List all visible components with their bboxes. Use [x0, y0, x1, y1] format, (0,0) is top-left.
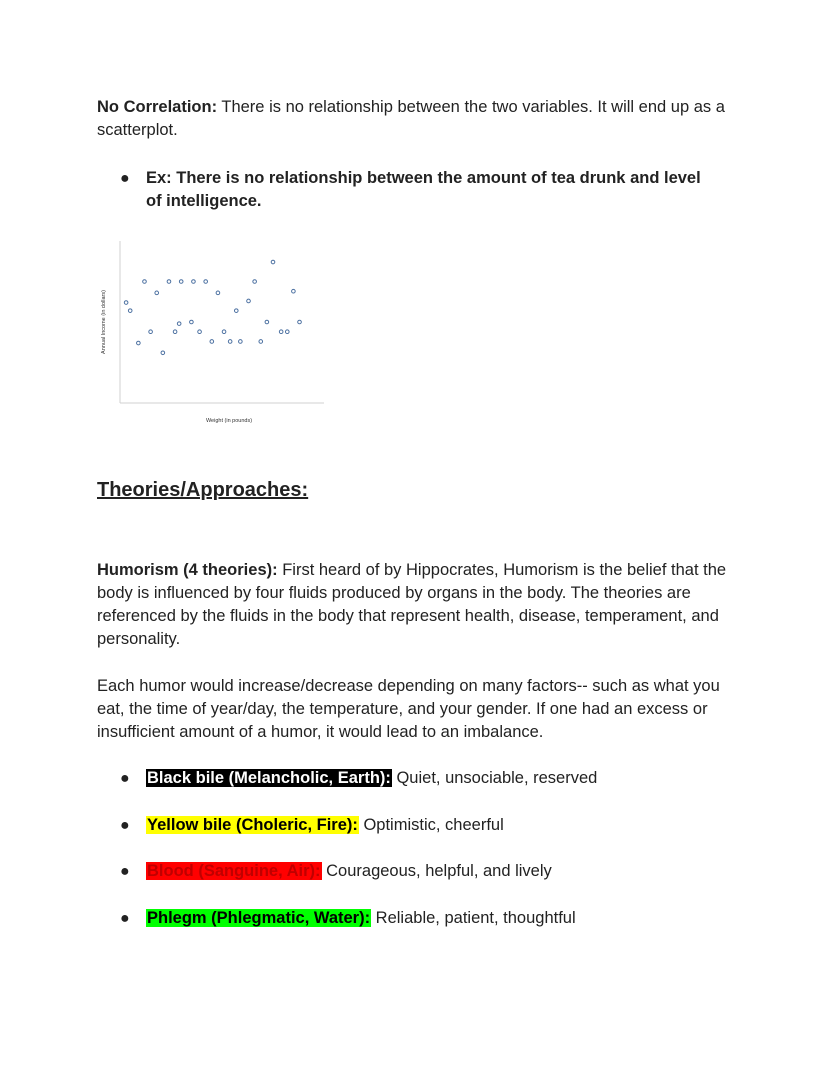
scatter-point — [204, 280, 208, 284]
scatter-point — [177, 322, 181, 326]
humor-desc: Quiet, unsociable, reserved — [391, 769, 598, 787]
scatter-chart — [95, 236, 335, 428]
scatter-point — [128, 309, 132, 313]
scatter-point — [234, 309, 238, 313]
scatter-point — [167, 280, 171, 284]
scatter-point — [155, 291, 159, 295]
scatter-points — [124, 260, 301, 354]
bullet-dot: ● — [120, 770, 130, 787]
scatter-point — [149, 330, 153, 334]
scatter-point — [228, 340, 232, 344]
scatter-point — [190, 320, 194, 324]
bullet-dot: ● — [120, 170, 130, 187]
y-axis-label: Annual Income (in dollars) — [101, 290, 107, 354]
scatter-point — [210, 340, 214, 344]
scatter-point — [265, 320, 269, 324]
scatter-point — [285, 330, 289, 334]
x-axis-label: Weight (in pounds) — [205, 418, 253, 424]
humor-paragraph: Each humor would increase/decrease depending on many factors-- such as what you eat, the time of year/day, the temperature, and your gender. If one had an excess or insufficient amount of a humor, it would lead to an imbalance. — [97, 677, 720, 741]
humorism-term: Humorism (4 theories): — [97, 561, 278, 579]
bullet-dot: ● — [120, 910, 130, 927]
scatter-point — [271, 260, 275, 264]
scatter-point — [253, 280, 257, 284]
no-correlation-term: No Correlation: — [97, 98, 218, 116]
humor-label: Black bile (Melancholic, Earth): — [147, 769, 391, 787]
humor-label: Phlegm (Phlegmatic, Water): — [147, 909, 371, 927]
scatter-point — [161, 351, 165, 355]
humor-desc: Reliable, patient, thoughtful — [371, 909, 576, 927]
scatter-point — [198, 330, 202, 334]
bullet-dot: ● — [120, 817, 130, 834]
scatter-point — [292, 289, 296, 293]
scatter-point — [179, 280, 183, 284]
humor-desc: Optimistic, cheerful — [358, 816, 504, 834]
scatter-point — [143, 280, 147, 284]
humor-label: Yellow bile (Choleric, Fire): — [147, 816, 358, 834]
humor-desc: Courageous, helpful, and lively — [321, 862, 552, 880]
humor-label: Blood (Sanguine, Air): — [147, 862, 321, 880]
scatter-point — [124, 301, 128, 305]
scatter-point — [298, 320, 302, 324]
scatter-point — [173, 330, 177, 334]
example-text: Ex: There is no relationship between the amount of tea drunk and level of intelligence. — [146, 169, 701, 210]
humorism-paragraph — [97, 559, 737, 651]
theories-heading: Theories/Approaches: — [97, 479, 309, 501]
humorism-text: First heard of by Hippocrates, Humorism is the belief that the body is influenced by four fluids produced by organs in the body. The theories are referenced by the fluids in the body that represent health, disease, temperament, and personality. — [97, 561, 727, 648]
scatter-point — [137, 341, 141, 345]
no-correlation-paragraph — [97, 96, 737, 142]
scatter-point — [247, 299, 251, 303]
bullet-dot: ● — [120, 863, 130, 880]
scatter-point — [259, 340, 263, 344]
scatter-point — [216, 291, 220, 295]
scatter-point — [279, 330, 283, 334]
scatter-point — [239, 340, 243, 344]
scatter-point — [222, 330, 226, 334]
scatter-point — [192, 280, 196, 284]
no-correlation-text: There is no relationship between the two variables. It will end up as a scatterplot. — [97, 98, 725, 139]
